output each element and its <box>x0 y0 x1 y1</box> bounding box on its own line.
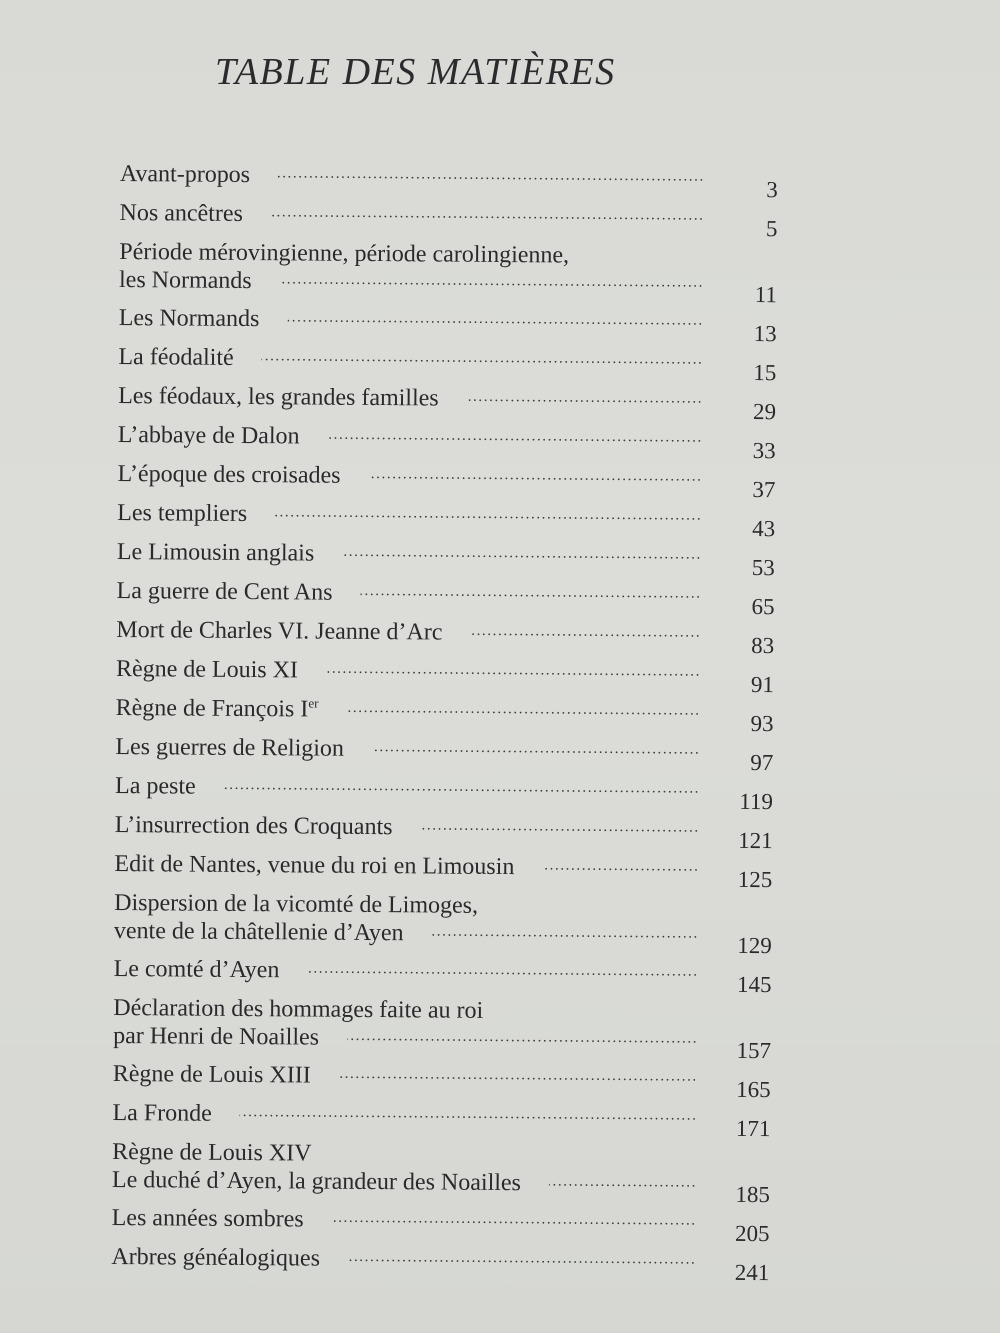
toc-entry-label <box>118 382 467 413</box>
toc-entry-row <box>119 304 704 337</box>
toc-entry-label <box>112 1166 549 1197</box>
toc-entry-row <box>118 343 703 376</box>
toc-entry <box>111 1204 791 1248</box>
toc-entry-label <box>117 460 368 490</box>
toc-entry-row <box>115 772 700 805</box>
dot-leader <box>420 813 699 843</box>
toc-entry <box>118 382 798 426</box>
toc-entry-label-text: La féodalité <box>118 343 234 371</box>
toc-entry-label-text: Le Limousin anglais <box>116 538 315 567</box>
toc-page-number: 97 <box>750 749 774 776</box>
toc-entry-label <box>112 1099 240 1128</box>
toc-entry <box>119 238 799 309</box>
toc-entry-label-text: Les Normands <box>118 304 260 333</box>
dot-leader <box>332 1206 697 1237</box>
toc-page-number: 11 <box>754 281 778 308</box>
toc-page-number: 129 <box>737 932 772 959</box>
dot-leader <box>347 1024 698 1055</box>
dot-leader <box>542 853 699 882</box>
dot-leader <box>360 579 701 610</box>
dot-leader <box>287 305 704 336</box>
toc-entry <box>118 343 798 387</box>
toc-page-number: 53 <box>751 554 775 581</box>
toc-entry <box>115 694 795 738</box>
toc-entry <box>117 499 797 543</box>
toc-entry-row <box>112 1099 697 1132</box>
toc-entry-label <box>113 1060 339 1090</box>
toc-entry-row <box>114 955 699 988</box>
toc-entry-row <box>115 733 700 766</box>
toc-entry-row <box>120 160 705 193</box>
toc-entry-label-text: Mort de Charles VI. Jeanne d’Arc <box>116 616 443 646</box>
toc-entry-label-text: Les templiers <box>117 499 248 528</box>
dot-leader <box>240 1100 698 1132</box>
toc-entry-row <box>116 616 701 649</box>
toc-entry-title-line: Règne de Louis XIV <box>112 1138 312 1167</box>
dot-leader <box>280 267 705 298</box>
toc-entry <box>119 199 799 243</box>
page-title: TABLE DES MATIÈRES <box>215 51 616 93</box>
toc-entry-label <box>118 421 328 451</box>
toc-page-number: 171 <box>735 1115 771 1142</box>
toc-page-number: 3 <box>766 177 778 203</box>
toc-page-number: 205 <box>734 1220 770 1247</box>
dot-leader <box>368 462 702 493</box>
dot-leader <box>224 773 701 805</box>
dot-leader <box>431 919 699 949</box>
toc-entry-label-text: Edit de Nantes, venue du roi en Limousin <box>114 850 515 881</box>
toc-page-number: 5 <box>765 216 778 242</box>
toc-entry-row <box>113 1060 698 1093</box>
toc-entry-row <box>113 1022 698 1055</box>
toc-entry-label <box>115 733 372 763</box>
toc-entry-label <box>114 850 542 881</box>
toc-entry-label <box>115 772 224 801</box>
toc-page-number: 93 <box>750 710 774 737</box>
toc-entry-label-text: La guerre de Cent Ans <box>116 577 333 606</box>
toc-entry-label-text: vente de la châtellenie d’Ayen <box>113 917 404 947</box>
toc-page-number: 121 <box>738 827 773 854</box>
dot-leader <box>467 385 704 415</box>
dot-leader <box>339 1062 698 1093</box>
toc-page-number: 157 <box>736 1037 772 1064</box>
toc-entry <box>116 616 796 660</box>
toc-entry-row <box>118 382 703 415</box>
toc-page-number: 125 <box>737 866 773 893</box>
toc-page-number: 83 <box>751 632 775 659</box>
toc-entry-row <box>114 850 699 883</box>
toc-page-number: 185 <box>735 1181 770 1208</box>
toc-entry-label <box>119 266 280 295</box>
toc-page-number: 165 <box>736 1076 771 1103</box>
toc-entry-row <box>117 499 702 532</box>
toc-page-number: 29 <box>752 398 777 425</box>
toc-entry <box>111 1243 791 1287</box>
toc-entry-row <box>112 1204 697 1237</box>
toc-entry-row <box>119 266 704 299</box>
toc-page-number: 33 <box>752 437 776 464</box>
toc-entry-label <box>111 1243 348 1273</box>
toc-entry-label-text: Règne de Louis XI <box>115 655 299 684</box>
toc-entry-title-line: Dispersion de la vicomté de Limoges, <box>114 889 479 919</box>
toc-entry-row <box>119 199 704 232</box>
toc-entry-label-text: Le comté d’Ayen <box>113 955 280 984</box>
dot-leader <box>549 1169 697 1198</box>
toc-page-number: 37 <box>752 476 776 503</box>
toc-entry-label <box>117 577 361 607</box>
toc-entry-title-line: Déclaration des hommages faite au roi <box>113 994 484 1024</box>
toc-entry-label-text: Les féodaux, les grandes familles <box>118 382 439 412</box>
toc-entry-label-text: Règne de François I <box>115 694 309 723</box>
toc-page-number: 91 <box>750 671 774 698</box>
toc-entry-label <box>114 955 308 985</box>
toc-entry <box>115 772 795 816</box>
toc-entry-label-text: L’abbaye de Dalon <box>117 421 300 450</box>
toc-entry <box>115 811 795 855</box>
toc-entry <box>119 304 799 348</box>
toc-entry-label-text: L’époque des croisades <box>117 460 341 489</box>
toc-entry <box>116 655 796 699</box>
toc-page-number: 15 <box>753 359 777 386</box>
toc-entry-row <box>111 1243 696 1276</box>
toc-entry <box>113 1060 793 1104</box>
toc-entry-label <box>113 1022 347 1052</box>
toc-entry <box>120 160 800 204</box>
toc-entry-label-text: Arbres généalogiques <box>111 1243 321 1272</box>
dot-leader <box>278 161 705 192</box>
toc-entry-row <box>116 694 701 727</box>
toc-page-number: 65 <box>751 593 775 620</box>
toc-entry-label <box>116 616 470 647</box>
toc-entry-label-text: La peste <box>114 772 196 800</box>
toc-page-number: 119 <box>739 788 774 815</box>
toc-entry-title-line: Période mérovingienne, période carolingienne, <box>119 238 570 269</box>
toc-entry-label <box>118 343 261 372</box>
toc-entry-label <box>115 811 421 841</box>
toc-entry-row <box>117 460 702 493</box>
dot-leader <box>372 735 701 766</box>
toc-entry-label-text: Règne de Louis XIII <box>112 1060 311 1089</box>
dot-leader <box>275 500 702 531</box>
toc-entry <box>117 460 797 504</box>
toc-entry-label <box>116 655 326 685</box>
dot-leader <box>327 423 702 454</box>
dot-leader <box>342 540 702 571</box>
toc-entry-label <box>117 538 343 568</box>
dot-leader <box>470 619 701 649</box>
dot-leader <box>307 956 698 987</box>
toc-page-number: 241 <box>734 1259 770 1286</box>
toc-entry <box>117 538 797 582</box>
toc-page-number: 145 <box>736 971 772 998</box>
toc-entry-label-text: Les guerres de Religion <box>115 733 345 762</box>
toc-entry-label-text: par Henri de Noailles <box>113 1022 320 1051</box>
dot-leader <box>262 344 704 375</box>
toc-entry <box>112 1099 792 1143</box>
toc-entry-label-text: Nos ancêtres <box>119 199 243 227</box>
toc-entry <box>114 850 794 894</box>
toc-entry-row <box>116 655 701 688</box>
toc-entry <box>113 955 793 999</box>
toc-entry <box>116 577 796 621</box>
toc-entry-label <box>119 199 270 228</box>
toc-entry <box>114 889 794 960</box>
toc-entry-label-text: Les années sombres <box>111 1204 304 1233</box>
toc-entry-superscript: er <box>308 695 319 711</box>
toc-entry-label <box>114 917 432 947</box>
toc-entry-label <box>117 499 275 528</box>
toc-entry-row <box>114 917 699 950</box>
toc-entry-row <box>112 1166 697 1199</box>
toc-page-number: 43 <box>752 515 776 542</box>
dot-leader <box>346 696 700 727</box>
toc-entry <box>118 421 798 465</box>
dot-leader <box>348 1245 697 1276</box>
toc-entry <box>115 733 795 777</box>
toc-page-number: 13 <box>753 320 777 347</box>
toc-entry-label <box>120 160 278 189</box>
toc-entry-label-text: Avant-propos <box>119 160 251 189</box>
toc-entry-label-text: L’insurrection des Croquants <box>114 811 393 841</box>
toc-entry-label-text: La Fronde <box>112 1099 212 1127</box>
dot-leader <box>326 657 701 688</box>
toc-entry-row <box>118 421 703 454</box>
toc-entry-label <box>119 304 288 333</box>
toc-entry <box>112 1138 792 1209</box>
toc-entry-label <box>116 694 347 724</box>
toc-entry-label-text: les Normands <box>118 266 252 295</box>
table-of-contents <box>111 160 800 1287</box>
toc-entry-row <box>115 811 700 844</box>
toc-entry-row <box>117 538 702 571</box>
dot-leader <box>271 200 705 231</box>
toc-entry-label-text: Le duché d’Ayen, la grandeur des Noailles <box>111 1166 522 1197</box>
toc-entry <box>113 994 793 1065</box>
toc-entry-row <box>117 577 702 610</box>
toc-entry-label <box>112 1204 332 1234</box>
